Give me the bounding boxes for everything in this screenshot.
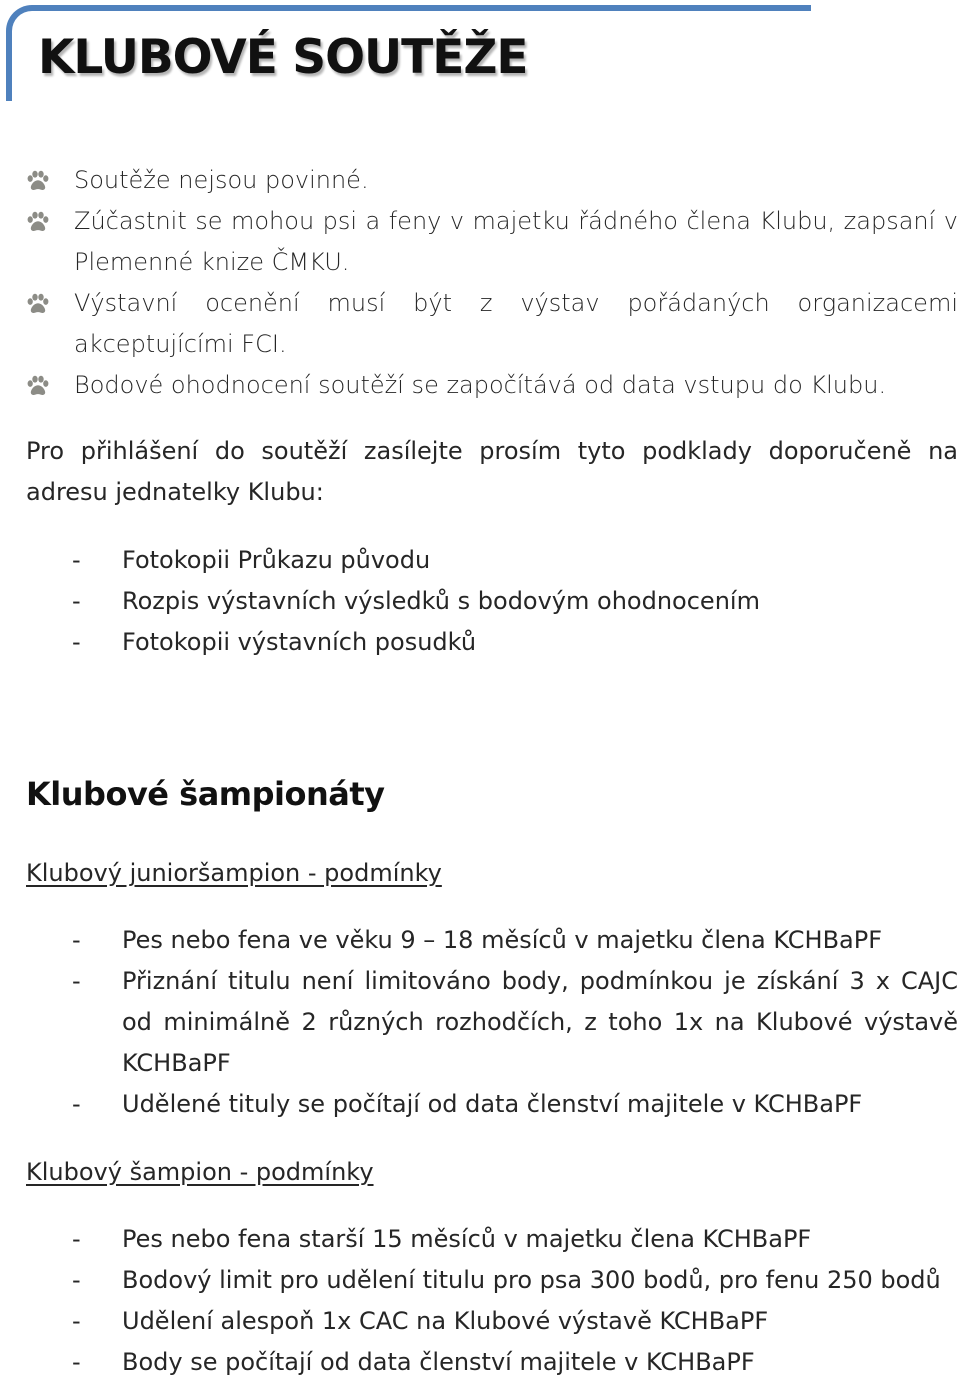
list-item (26, 201, 958, 283)
section-heading: Klubové šampionáty (26, 775, 385, 813)
document-text: Rozpis výstavních výsledků s bodovým ohodnocením (122, 587, 760, 615)
champion-heading: Klubový šampion - podmínky (26, 1158, 374, 1186)
list-item: - Fotokopii Průkazu původu (72, 546, 431, 574)
list-item: - Pes nebo fena starší 15 měsíců v majetku člena KCHBaPF (72, 1225, 812, 1253)
junior-heading: Klubový junioršampion - podmínky (26, 859, 442, 887)
page-title: KLUBOVÉ SOUTĚŽE (38, 30, 528, 85)
rule-text: Bodové ohodnocení soutěží se započítává od data vstupu do Klubu. (74, 371, 887, 399)
list-item: - Rozpis výstavních výsledků s bodovým ohodnocením (72, 587, 760, 615)
list-item: - Bodový limit pro udělení titulu pro psa 300 bodů, pro fenu 250 bodů (72, 1266, 941, 1294)
list-item (26, 160, 958, 201)
condition-text: Udělení alespoň 1x CAC na Klubové výstavě KCHBaPF (122, 1307, 769, 1335)
list-item (26, 365, 958, 406)
rule-text: Zúčastnit se mohou psi a feny v majetku řádného člena Klubu, zapsaní v Plemenné knize ČMKU. (74, 207, 958, 276)
champion-conditions-list (26, 1219, 958, 1383)
condition-text: Přiznání titulu není limitováno body, podmínkou je získání 3 x CAJC od minimálně 2 různých rozhodčích, z toho 1x na Klubové výstavě KCHBaPF (122, 967, 958, 1077)
paw-icon (26, 375, 50, 397)
list-item: - Udělené tituly se počítají od data členství majitele v KCHBaPF (72, 1090, 863, 1118)
application-paragraph: Pro přihlášení do soutěží zasílejte prosím tyto podklady doporučeně na adresu jednatelky Klubu: (26, 437, 958, 506)
rule-text: Výstavní ocenění musí být z výstav pořádaných organizacemi akceptujícími FCI. (74, 289, 958, 358)
condition-text: Udělené tituly se počítají od data členství majitele v KCHBaPF (122, 1090, 863, 1118)
condition-text: Pes nebo fena ve věku 9 – 18 měsíců v majetku člena KCHBaPF (122, 926, 883, 954)
rule-text: Soutěže nejsou povinné. (74, 166, 369, 194)
condition-text: Pes nebo fena starší 15 měsíců v majetku člena KCHBaPF (122, 1225, 812, 1253)
list-item: - Přiznání titulu není limitováno body, podmínkou je získání 3 x CAJC od minimálně 2 různých rozhodčích, z toho 1x na Klubové výstavě KCHBaPF (72, 967, 958, 1077)
paw-icon (26, 293, 50, 315)
junior-conditions-list (26, 920, 958, 1125)
condition-text: Body se počítají od data členství majitele v KCHBaPF (122, 1348, 755, 1376)
document-text: Fotokopii Průkazu původu (122, 546, 431, 574)
rules-list (26, 160, 958, 406)
list-item: - Pes nebo fena ve věku 9 – 18 měsíců v majetku člena KCHBaPF (72, 926, 883, 954)
list-item: - Udělení alespoň 1x CAC na Klubové výstavě KCHBaPF (72, 1307, 769, 1335)
document-text: Fotokopii výstavních posudků (122, 628, 477, 656)
paw-icon (26, 170, 50, 192)
paw-icon (26, 211, 50, 233)
documents-list (26, 540, 958, 663)
list-item: - Body se počítají od data členství majitele v KCHBaPF (72, 1348, 755, 1376)
list-item (26, 283, 958, 365)
list-item: - Fotokopii výstavních posudků (72, 628, 477, 656)
condition-text: Bodový limit pro udělení titulu pro psa 300 bodů, pro fenu 250 bodů (122, 1266, 941, 1294)
